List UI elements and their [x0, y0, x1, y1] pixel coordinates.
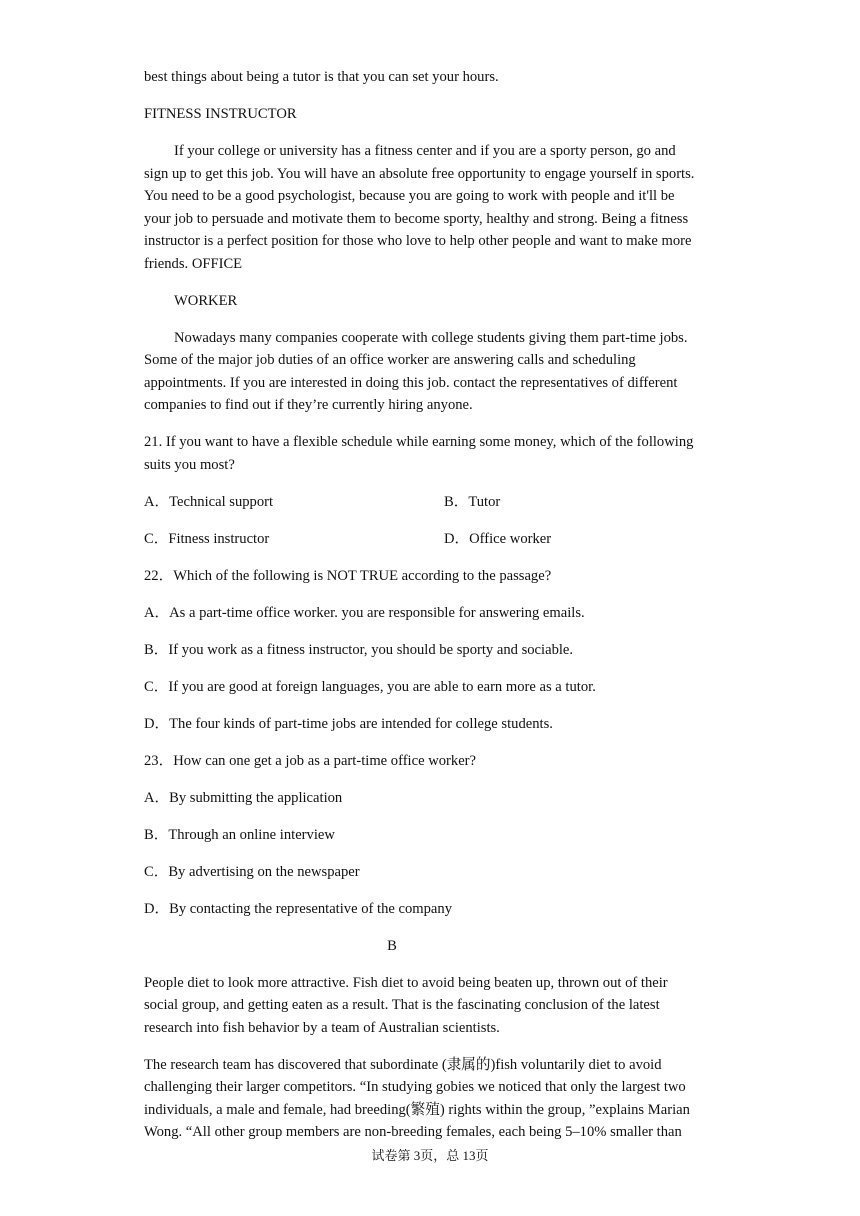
text-line: Some of the major job duties of an office worker are answering calls and scheduling	[144, 352, 636, 368]
text-line: The research team has discovered that subordinate (隶属的)fish voluntarily diet to avoid	[144, 1057, 662, 1073]
option-21-a: A．Technical support	[144, 494, 274, 510]
text-line: sign up to get this job. You will have an absolute free opportunity to engage yourself in sports.	[144, 166, 695, 182]
text-line: friends. OFFICE	[144, 256, 243, 272]
option-22-d: D．The four kinds of part-time jobs are intended for college students.	[144, 716, 553, 732]
text-line: social group, and getting eaten as a result. That is the fascinating conclusion of the latest	[144, 997, 660, 1013]
option-21-c: C．Fitness instructor	[144, 531, 270, 547]
text-line: appointments. If you are interested in doing this job. contact the representatives of different	[144, 375, 678, 391]
text-line: challenging their larger competitors. “In studying gobies we noticed that only the largest two	[144, 1079, 686, 1095]
question-22: 22．Which of the following is NOT TRUE according to the passage?	[144, 568, 552, 584]
section-heading-fitness: FITNESS INSTRUCTOR	[144, 106, 297, 122]
option-22-a: A．As a part-time office worker. you are responsible for answering emails.	[144, 605, 585, 621]
option-23-c: C．By advertising on the newspaper	[144, 864, 360, 880]
text-line: Wong. “All other group members are non-breeding females, each being 5–10% smaller than	[144, 1124, 682, 1140]
text-line: You need to be a good psychologist, because you are going to work with people and it'll be	[144, 188, 675, 204]
text-line: If your college or university has a fitness center and if you are a sporty person, go and	[174, 143, 676, 159]
option-22-b: B．If you work as a fitness instructor, you should be sporty and sociable.	[144, 642, 574, 658]
option-21-d: D．Office worker	[444, 531, 552, 547]
text-line: instructor is a perfect position for those who love to help other people and want to make more	[144, 233, 692, 249]
option-23-b: B．Through an online interview	[144, 827, 335, 843]
option-22-c: C．If you are good at foreign languages, you are able to earn more as a tutor.	[144, 679, 596, 695]
section-heading-worker: WORKER	[174, 293, 238, 309]
text-line: best things about being a tutor is that you can set your hours.	[144, 69, 499, 85]
text-line: companies to find out if they’re currently hiring anyone.	[144, 397, 473, 413]
text-line: your job to persuade and motivate them to become sporty, healthy and strong. Being a fitness	[144, 211, 689, 227]
text-line: individuals, a male and female, had breeding(繁殖) rights within the group, ”explains Marian	[144, 1102, 690, 1118]
text-line: research into fish behavior by a team of Australian scientists.	[144, 1020, 500, 1036]
question-23: 23．How can one get a job as a part-time office worker?	[144, 753, 477, 769]
option-23-d: D．By contacting the representative of the company	[144, 901, 452, 917]
section-b-heading: B	[387, 938, 397, 954]
option-21-b: B．Tutor	[444, 494, 501, 510]
question-21: 21. If you want to have a flexible schedule while earning some money, which of the following	[144, 434, 694, 450]
page-footer: 试卷第 3页，总 13页	[371, 1148, 489, 1163]
text-line: Nowadays many companies cooperate with college students giving them part-time jobs.	[174, 330, 688, 346]
option-23-a: A．By submitting the application	[144, 790, 343, 806]
text-line: People diet to look more attractive. Fish diet to avoid being beaten up, thrown out of their	[144, 975, 668, 991]
question-21-cont: suits you most?	[144, 457, 235, 473]
